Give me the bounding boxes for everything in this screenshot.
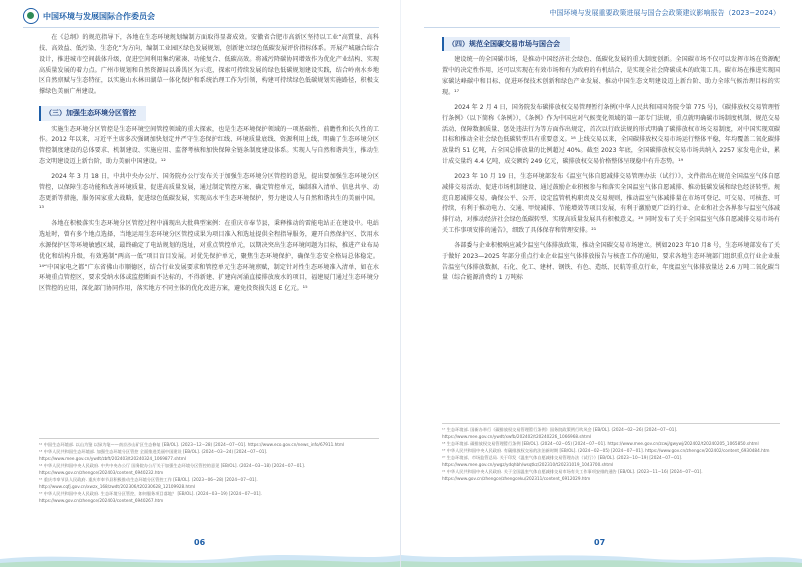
footnote[interactable]: ²¹ 中华人民共和国中央人民政府. 关于全国温室气体自愿减排交易市场有关工作事项安排的通告 [EB/OL]. (2023−11−16) [2024−07−01]. https://www.gov.cn/zhengce/zhengceku/202311/content_6912029.htm (442, 469, 703, 482)
paragraph: 2023 年 10 月 19 日，生态环境部发布《温室气体自愿减排交易管理办法（试行）》，文件指出在规范全国温室气体自愿减排交易活动、促进市场机制建设、通过鼓励企业积极参与和落实全国温室气体自愿减排、推动低碳发展和绿色经济转型。规范自愿减排交易，确保公平、公开、设定监管机构职责及交易规则，推动温室气体减排量在市场可登记、可交易、可核查、可持续，有利于推动电力、交通、甲烷减排、节能增效等项目发展，有利于激励更广泛的行业、企业和社会各界参与温室气体减排行动，对推动经济社会绿色低碳转型、实现高质量发展具有积极意义。²⁰ 同时发布了关于全国温室气体自愿减排交易市场有关工作事项安排的通告》，细致了具体保存和管理安排。²¹ (442, 172, 780, 235)
footnote[interactable]: ¹⁹ 中华人民共和国中央人民政府. 有碳排放权交易的法治新时期 [EB/OL]. (2024−02−05) [2024−07−01]. https://www.gov.cn/zhengce/202402/content_6930484.htm (442, 448, 770, 454)
left-header (23, 8, 155, 24)
paragraph: 各部委与企业积极响应减少温室气体排放政策，推动全国碳交易市场建立。例如2023 年10 月8 号，生态环境部发布了关于做好 2023—2025 年部分重点行业企业温室气体排放报告与核查工作的通知，要求各地生态环境部门组织重点行业企业报告温室气体排放数据，石化、化工、建材、钢铁、有色、造纸、民航等重点行业，年度温室气体排放量达 2.6 万吨二氧化碳当量（综合能源消费约 1 万吨标 (442, 241, 780, 282)
paragraph: 各地在积极落实生态环境分区管控过程中涌现出大批典型案例：在重庆市奉节县，秉释推动的雷能电站正在建设中。电站选址时，曾有多个地点选择，当地运用生态环境分区管控成果为项目准入和选址提供全程指导服务，避开自然保护区、饮用水水源保护区等环境敏感区域，最终确定了电站规划的选址，对重点管控单元，以期决突出生态环境问题为目标，推进产业布局优化和结构升级，有效遏制“两高一低”项目盲目发展。对优先保护单元，聚焦生态环境保护，确保生态安全格局总体稳定。¹⁴“中国家电之都”广东省佛山市顺德区，结合行业发展要求和管控单元生态环境禀赋，制定针对性生态环境准入清单，如在水环境重点管控区，要求受纳水体或监控断面不达标的，不得新建、扩建向河涌直接排放废水的项目，福建厦门通过生态环境分区管控的应用，深化部门协同作用，落实地方不同主体的优化改进方案，避免投资损失返 E 亿元。¹⁵ (39, 220, 379, 293)
footnote[interactable]: ¹⁴ 中华人民共和国中央人民政府. 中共中央办公厅 国务院办公厅关于加强生态环境分区管控的意见 [EB/OL]. (2024−03−18) [2024−07−01]. https://www.gov.cn/zhengce/202403/content_6940232.htm (39, 463, 306, 475)
footer-wave-decoration (401, 549, 802, 567)
footnote[interactable]: ¹⁶ 中华人民共和国中央人民政府. 生态环境分区管控，如何服务项目落地？ [EB/OL]. (2024−03−19) [2024−07−01]. https://www.gov.cn/zhengce/202403/content_6940267.htm (39, 491, 262, 503)
paragraph: 2024 年 2 月 4 日，国务院发布碳排放权交易管理暂行条例(中华人民共和国国务院令第 775 号)，《碳排放权交易管理暂行条例》（以下简称《条例》），《条例》作为中国应对气候变化领域的第一部专门法规，重点就明确碳市场制度机制、规范交易活动、保障数据质量、惩处违法行为等方面作出规定，首次以行政法规的形式明确了碳排放权市场交易制度，对中国实现双碳目标和推动全社会绿色低碳转型具有重要意义。¹⁸ 上线交易以来，全国碳排放权交易市场运行整体平稳，年均覆盖二氧化碳排放量约 51 亿吨，占全国总排放量的比例超过 40%。截至 2023 年底，全国碳排放权交易市场共纳入 2257 家发电企业，累计成交量约 4.4 亿吨，成交额约 249 亿元，碳排放权交易价格整体呈现稳中有升态势。¹⁹ (442, 103, 780, 166)
right-header-title: 中国环境与发展重要政策进展与国合会政策建议影响报告（2023−2024） (549, 9, 780, 17)
footnotes (442, 423, 780, 483)
header-divider (424, 27, 780, 28)
left-header-title: 中国环境与发展国际合作委员会 (43, 11, 155, 21)
footnote[interactable]: ¹⁸ 生态环境部. 碳排放权交易管理暂行条例 [EB/OL]. (2024−02−05) [2024−07−01]. https://www.mee.gov.cn/zcwj/gwywj/202402/t20240205_1065850.shtml (442, 440, 759, 446)
header-divider (23, 27, 379, 28)
paragraph: 2024 年 3 月 18 日，中共中央办公厅、国务院办公厅发布关于加强生态环境分区管控的意见，提出要加强生态环境分区管控，以保障生态功能和改善环境质量，促进高质量发展，通过制定管控方案、确定管控单元，编制准入清单、信息共享、动态更新等措施，服务国家重大战略，促进绿色低碳发展，实现高水平生态环境保护，努力建设人与自然和谐共生的美丽中国。¹³ (39, 172, 379, 213)
page-number: 06 (194, 538, 206, 547)
section-heading: （三）加强生态环境分区管控 (39, 106, 146, 120)
cciced-logo-icon (23, 8, 39, 24)
left-body (39, 33, 379, 299)
footnote[interactable]: ¹² 中国生态环境部. 以山为鉴 以绿为笔——南京沙山矿区生态修复 [EB/OL]. (2023−12−28) [2024−07−01]. https://www.eco.gov.cn/news_info/67911.html (39, 442, 345, 447)
footer-wave-decoration (0, 549, 401, 567)
footnotes (39, 438, 379, 505)
paragraph: 实施生态环境分区管控是生态环境空间管控领域的重大探索，也是生态环境保护领域的一项基础性、前瞻性和长久性的工作。2012 年以来，习近平主席多次强调加快划定并严守生态保护红线、环境质量底线、资源利用上线，明确了生态环境分区管控制度建设的总体要求、机制建设、实施应用、监督考核和加快保障全链条制度建设体系。实现人与自然和谐共生，推动生态文明建设迈上新台阶，助力美丽中国建设。¹² (39, 125, 379, 166)
right-body (442, 33, 780, 288)
paragraph: 在《总纲》的规范指导下，各地在生态环境规划编制方面取得显著成效。安徽省合肥市高新区坚持以工业“高質量、高科技、高效益、低污染、生态化”为方向，编制工业园区绿色发展规划，创新建立绿色低碳发展评价指标体系。开展产城融合综合设计，推进城市空间载体升级，促进空间利用集约紧凑、功能复合、低碳高效。将减污降碳协同增效作为优化产业结构、实现高质量发展的着力点。广州市规划和自然资源局以番禺区为示范，探索可持续发展的绿色低碳规划建设实践，结合岭南水乡地区自然禀赋与生态特征，以实施山水林田湖草一体化保护和系统治理工作为引领，构建可持续绿色低碳规划实施路径，积极支撑绿色美丽广州建设。 (39, 34, 379, 96)
section-heading: （四）规范全国碳交易市场与国合会 (442, 37, 570, 51)
footnote[interactable]: ¹⁷ 生态环境部. 国新办举行《碳排放权交易管理暂行条例》国务院政策例行吹风会 [EB/OL]. (2024−02−26) [2024−07−01]. https://www.mee.gov.cn/ywdt/xwfb/202402/t20240226_1066968.shtml (442, 427, 678, 439)
footnote[interactable]: ¹⁵ 重庆市奉节县人民政府. 重庆市奉节县积极推动生态环境分区管控工作 [EB/OL]. (2023−06−28) [2024−07−01]. http://www.cqfj.gov.cn/xwzx_168/zwdt/202306/t20230628_12109928.html (39, 477, 258, 489)
page-number: 07 (594, 538, 606, 547)
paragraph: 建设统一的全国碳市场，是推动中国经济社会绿色、低碳化发展的重大制度创新。全国碳市场不仅可以发挥市场在资源配置中的决定性作用，还可以实现在有效市场和有为政府的有机结合，是实现全社会降碳成本的政策工具。碳市场在推进实现国家碳达峰碳中和目标、促进环保技术创新和绿色产业发展、推动中国生态文明建设迈上新台阶、助力全球气候治理目标的实现。¹⁷ (442, 56, 780, 96)
footnote[interactable]: ²⁰ 生态环境部、市场监管总局. 关于印发《温室气体自愿减排交易管理办法（试行）》[EB/OL]. (2023−10−19) [2024−07−01]. https://www.mee.gov.cn/ywgz/ydqhbh/wsqtkz/202310/t20231019_1043700.shtml (442, 455, 683, 468)
right-page (401, 0, 802, 567)
footnote[interactable]: ¹³ 中华人民共和国生态环境部. 加强生态环境分区管控 全面推进美丽中国建设 [EB/OL]. (2024−03−24) [2024−07−01]. https://www.mee.gov.cn/ywdt/zbft/202403/t20240324_1069877.shtml (39, 449, 268, 461)
